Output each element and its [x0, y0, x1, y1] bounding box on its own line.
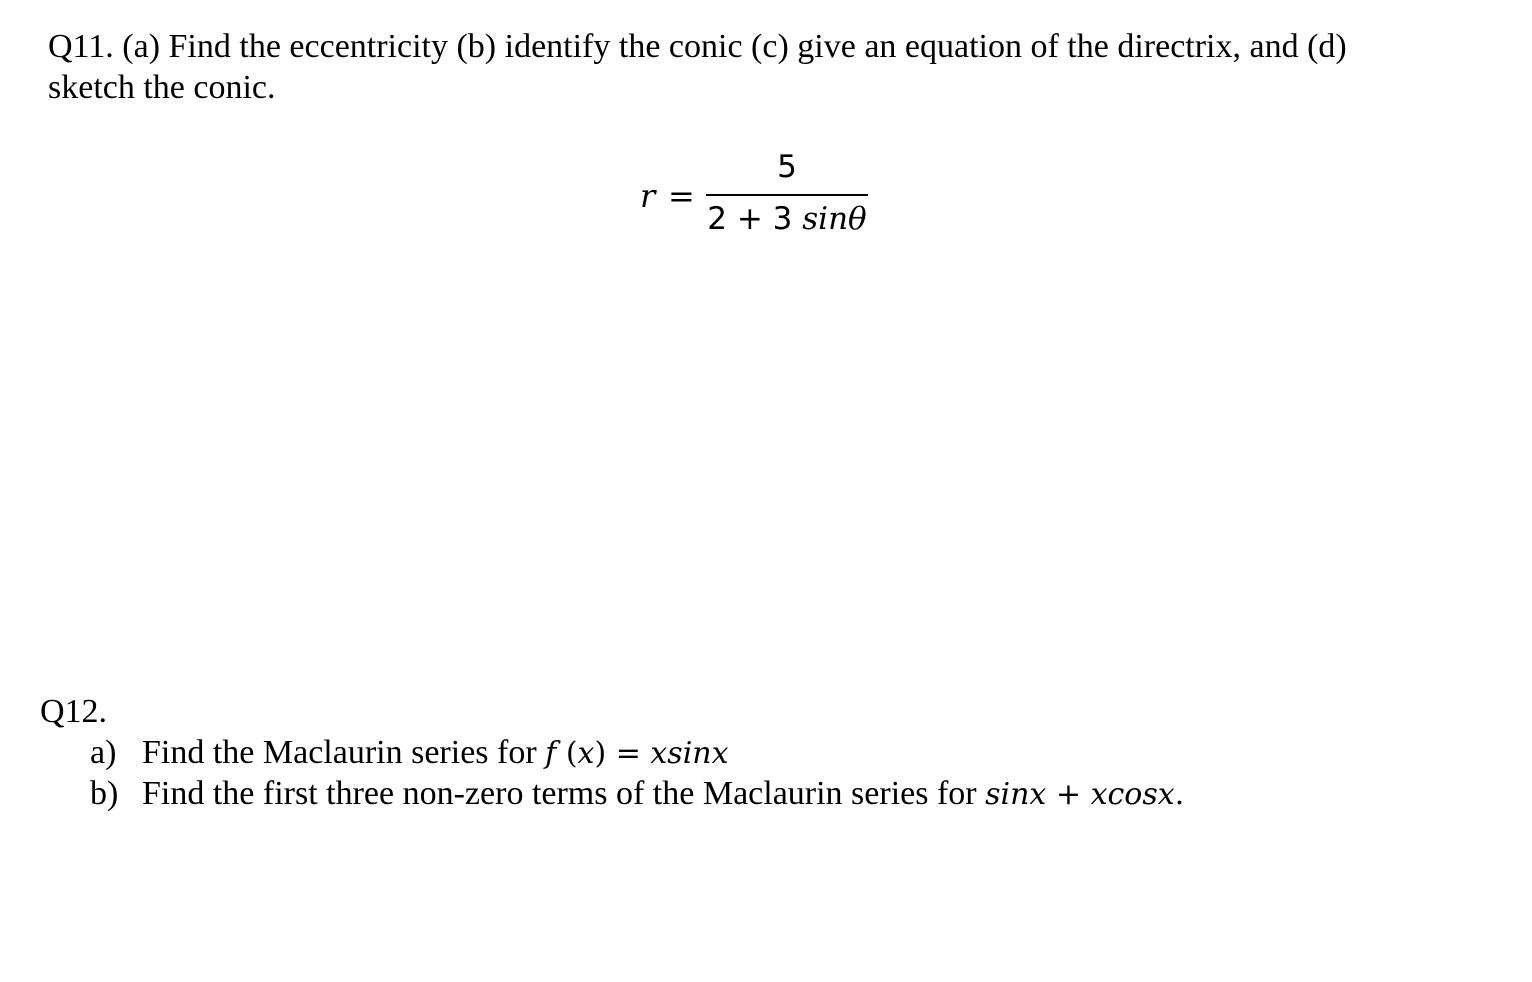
- math-open-paren: (: [556, 736, 578, 771]
- item-marker: a): [90, 734, 117, 771]
- item-tail: .: [1174, 777, 1185, 812]
- math-term-a: sinx: [985, 777, 1047, 812]
- question-12-heading: Q12.: [40, 693, 108, 730]
- item-text: Find the Maclaurin series for: [142, 734, 546, 771]
- math-rhs: xsinx: [650, 736, 729, 771]
- math-close-equals: ) =: [594, 736, 651, 771]
- math-plus: +: [1046, 777, 1091, 812]
- item-body: [142, 773, 1184, 815]
- q11-line-2: sketch the conic.: [48, 69, 276, 106]
- item-body: [142, 732, 729, 774]
- equation-equals-sign: =: [668, 177, 695, 215]
- fraction-denominator: [706, 200, 868, 238]
- polar-equation: [636, 148, 896, 248]
- q11-line-1: Q11. (a) Find the eccentricity (b) identify the conic (c) give an equation of the directrix, and (d): [48, 28, 1347, 65]
- denominator-prefix: 2 + 3: [707, 201, 803, 237]
- fraction-bar: [706, 194, 868, 196]
- fraction-numerator: 5: [777, 149, 797, 185]
- item-marker: b): [90, 775, 119, 812]
- question-11-text: [48, 26, 1468, 108]
- math-variable: x: [577, 736, 595, 771]
- math-term-b: xcosx: [1090, 777, 1175, 812]
- math-function-name: f: [545, 736, 557, 771]
- equation-lhs: r: [640, 177, 656, 215]
- denominator-function: sinθ: [802, 201, 867, 237]
- item-text: Find the first three non-zero terms of the Maclaurin series for: [142, 775, 986, 812]
